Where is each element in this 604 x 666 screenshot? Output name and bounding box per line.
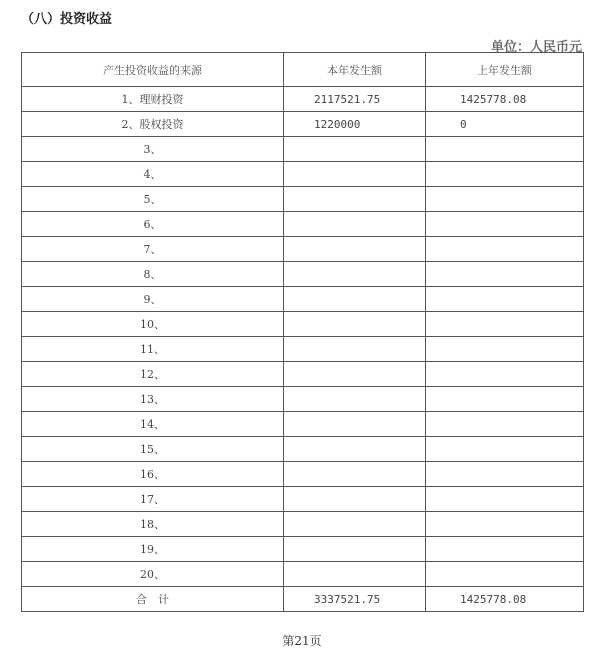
source-cell: 17、	[22, 487, 284, 512]
page-number: 第21页	[282, 634, 322, 648]
source-cell: 15、	[22, 437, 284, 462]
current-amount-cell	[284, 462, 426, 487]
previous-amount-cell	[426, 537, 584, 562]
table-row	[22, 162, 584, 187]
header-source: 产生投资收益的来源	[22, 53, 284, 87]
table-header-row	[22, 53, 584, 87]
unit-label: 单位：人民币元	[490, 40, 582, 55]
previous-amount-cell	[426, 212, 584, 237]
current-amount-cell	[284, 412, 426, 437]
section-title: （八）投资收益	[21, 12, 113, 27]
current-amount-cell: 1220000	[284, 112, 426, 137]
table-row	[22, 562, 584, 587]
table-row	[22, 412, 584, 437]
source-cell: 3、	[22, 137, 284, 162]
current-amount-cell: 2117521.75	[284, 87, 426, 112]
current-amount-cell	[284, 137, 426, 162]
current-amount-cell	[284, 337, 426, 362]
source-cell: 18、	[22, 512, 284, 537]
previous-amount-cell	[426, 262, 584, 287]
table-row	[22, 112, 584, 137]
previous-amount-cell	[426, 387, 584, 412]
previous-amount-cell	[426, 462, 584, 487]
total-label: 合 计	[22, 587, 284, 612]
source-cell: 7、	[22, 237, 284, 262]
source-cell: 10、	[22, 312, 284, 337]
source-cell: 2、股权投资	[22, 112, 284, 137]
current-amount-cell	[284, 437, 426, 462]
table-row	[22, 237, 584, 262]
current-amount-cell	[284, 237, 426, 262]
current-amount-cell	[284, 512, 426, 537]
source-cell: 5、	[22, 187, 284, 212]
table-row	[22, 537, 584, 562]
investment-income-table	[21, 52, 584, 612]
total-current-amount: 3337521.75	[284, 587, 426, 612]
table-row	[22, 387, 584, 412]
previous-amount-cell	[426, 562, 584, 587]
current-amount-cell	[284, 537, 426, 562]
previous-amount-cell	[426, 412, 584, 437]
previous-amount-cell	[426, 312, 584, 337]
source-cell: 20、	[22, 562, 284, 587]
total-previous-amount: 1425778.08	[426, 587, 584, 612]
previous-amount-cell	[426, 362, 584, 387]
header-previous-year: 上年发生额	[426, 53, 584, 87]
table-row	[22, 462, 584, 487]
source-cell: 16、	[22, 462, 284, 487]
current-amount-cell	[284, 262, 426, 287]
previous-amount-cell	[426, 487, 584, 512]
table-row	[22, 212, 584, 237]
current-amount-cell	[284, 162, 426, 187]
source-cell: 8、	[22, 262, 284, 287]
current-amount-cell	[284, 212, 426, 237]
current-amount-cell	[284, 187, 426, 212]
current-amount-cell	[284, 562, 426, 587]
table-row	[22, 437, 584, 462]
source-cell: 19、	[22, 537, 284, 562]
source-cell: 6、	[22, 212, 284, 237]
table-row	[22, 512, 584, 537]
current-amount-cell	[284, 387, 426, 412]
previous-amount-cell	[426, 337, 584, 362]
previous-amount-cell	[426, 162, 584, 187]
source-cell: 4、	[22, 162, 284, 187]
table-row	[22, 337, 584, 362]
source-cell: 11、	[22, 337, 284, 362]
table-row	[22, 362, 584, 387]
previous-amount-cell	[426, 437, 584, 462]
current-amount-cell	[284, 487, 426, 512]
source-cell: 13、	[22, 387, 284, 412]
table-row	[22, 137, 584, 162]
previous-amount-cell: 1425778.08	[426, 87, 584, 112]
table-row	[22, 312, 584, 337]
current-amount-cell	[284, 362, 426, 387]
table-row	[22, 287, 584, 312]
table-row	[22, 187, 584, 212]
table-row	[22, 487, 584, 512]
previous-amount-cell	[426, 512, 584, 537]
previous-amount-cell	[426, 187, 584, 212]
current-amount-cell	[284, 287, 426, 312]
source-cell: 14、	[22, 412, 284, 437]
source-cell: 1、理财投资	[22, 87, 284, 112]
previous-amount-cell	[426, 237, 584, 262]
total-row	[22, 587, 584, 612]
source-cell: 12、	[22, 362, 284, 387]
source-cell: 9、	[22, 287, 284, 312]
table-row	[22, 262, 584, 287]
previous-amount-cell	[426, 137, 584, 162]
current-amount-cell	[284, 312, 426, 337]
table-row	[22, 87, 584, 112]
previous-amount-cell	[426, 287, 584, 312]
previous-amount-cell: 0	[426, 112, 584, 137]
header-current-year: 本年发生额	[284, 53, 426, 87]
